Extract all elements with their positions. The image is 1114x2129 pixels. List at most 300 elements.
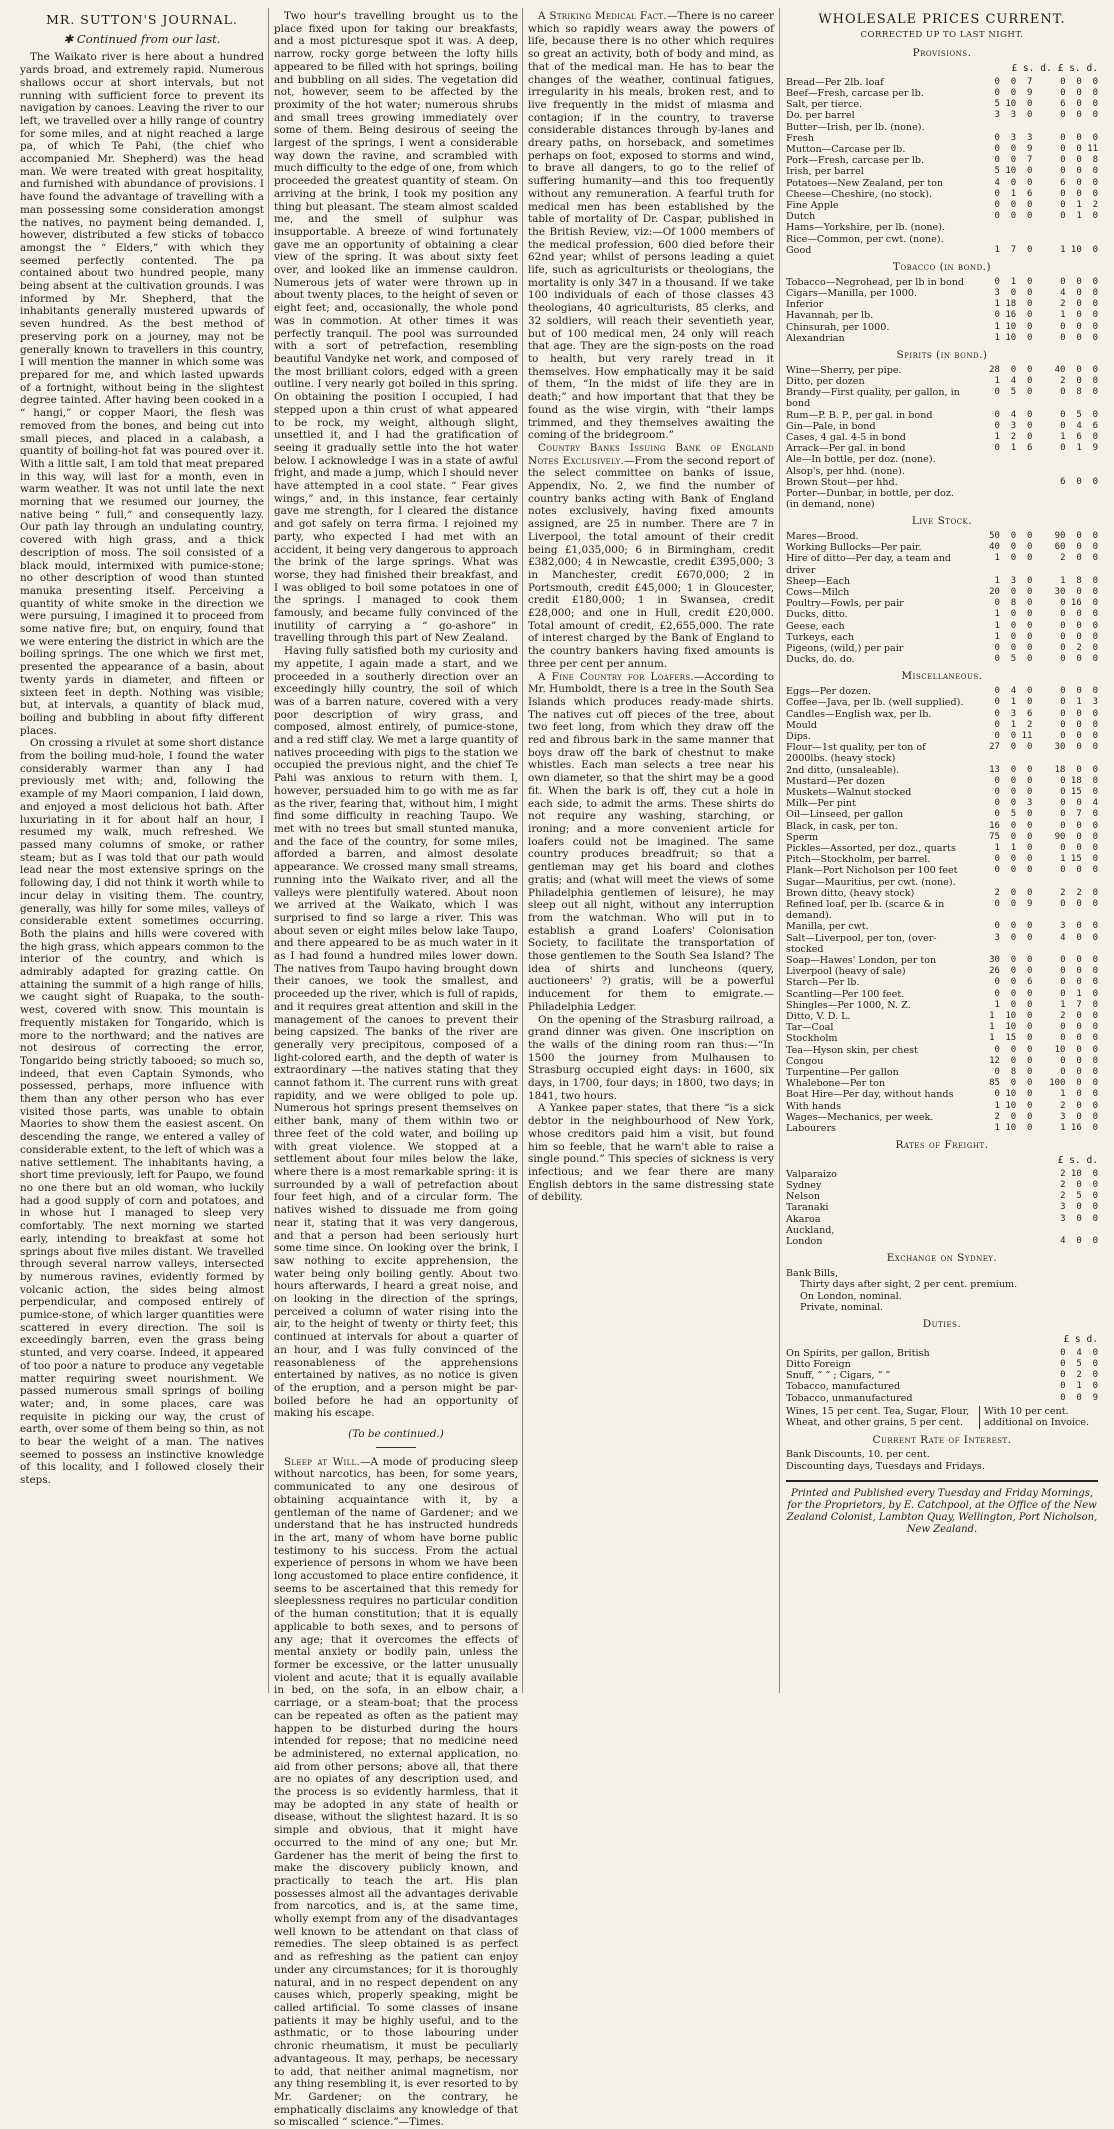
price-high: 90 0 0 [1054,831,1098,842]
journal-paragraph: Two hour's travelling brought us to the place fixed upon for taking our breakfasts, and a most picturesque spot it was. A deep, narrow, rocky gorge between the lofty hills appeared to be filled with hot springs, boiling and bubbling on all sides. The vegetation did not, however, seem to be affected by the proximity of the hot water; numerous shrubs and small trees growing immediately over some of them. Being desirous of seeing the largest of the springs, I went a considerable way down the ravine, and scrambled with much difficulty to the edge of one, from which proceeded the greatest quantity of steam. On arriving at the brink, I took my position any thing but pleasant. The steam almost scalded me, and the smell of sulphur was insupportable. A breeze of wind fortunately gave me an opportunity of obtaining a clear view of the spring. It was about sixty feet over, and looked like an immense cauldron. Numerous jets of water were thrown up in about twenty places, to the height of seven or eight feet; and, occasionally, the whole pond was in commotion. At other times it was perfectly tranquil. The pool was surrounded with a sort of petrefaction, resembling beautiful Vandyke net work, and composed of the most brilliant colors, edged with a green outline. I very nearly got boiled in this spring. On obtaining the position I occupied, I had stepped upon a thin crust of what appeared to be rock, my weight, although slight, unsettled it, and I had the gratification of seeing it gradually settle into the hot water below. I acknowledge I was in a state of awful fright, and made a jump, which I should never have attempted in a cool state. “ Fear gives wings,” and, in this instance, fear certainly gave me strength, for I cleared the distance and got safely on terra firma. I rejoined my party, who expected I had met with an accident, it being very dangerous to approach the brink of the large springs. What was worse, they had finished their breakfast, and I was obliged to boil some potatoes in one of the springs. I managed to cook them famously, and became fully convinced of the inutility of carrying a “ go-ashore” in travelling through this part of New Zealand. [274,10,518,645]
price-row [786,966,1098,977]
price-item: Sheep—Each [786,575,851,587]
price-low: 4 0 0 [994,177,1033,188]
price-row [786,99,1098,110]
price-item: Ducks, do. do. [786,654,855,666]
price-item: Liverpool (heavy of sale) [786,966,906,978]
price-high: 0 0 0 [1060,76,1098,87]
price-item: Mustard—Per dozen [786,775,885,787]
price-item: Plank—Port Nicholson per 100 feet [786,865,958,877]
rate-value: 2 5 0 [1060,1191,1098,1202]
price-row [786,542,1098,553]
price-row [786,621,1098,632]
price-low: 0 0 6 [994,977,1033,988]
price-item: Geese, each [786,620,845,632]
price-high: 0 0 0 [1060,188,1098,199]
price-high: 1 16 0 [1060,1123,1098,1134]
price-row [786,709,1098,720]
price-row [786,1123,1098,1134]
price-item: Rum—P. B. P., per gal. in bond [786,409,933,421]
price-row [786,809,1098,820]
rate-row [786,1225,1098,1236]
price-high: 0 0 8 [1060,155,1098,166]
price-high [1032,122,1098,133]
price-row [786,376,1098,387]
price-low [967,488,1033,510]
journal-paragraph: Having fully satisfied both my curiosity and my appetite, I again made a start, and we proceeded in a southerly direction over an exceedingly hilly country, the soil of which was of a barren nature, covered with a very poor description of wiry grass, and composed, almost entirely, of pumice-stone, and a red stiff clay. We met a large quantity of natives proceeding with pigs to the station we occupied the previous night, and the chief Te Pahi was anxious to return with them. I, however, persuaded him to go with me as far as the river, fearing that, without him, I might find some difficulty in reaching Taupo. We met with no trees but small stunted manuka, and the face of the country, for some miles, afforded a barren, and almost desolate appearance. We crossed many small streams, running into the Waikato river, and all the valleys were plentifully watered. About noon we arrived at the Waikato, which I was surprised to find so large a river. This was about seven or eight miles below lake Taupo, and there appeared to be as much water in it as I had found a hundred miles lower down. The natives from Taupo having brought down their canoes, we took the smallest, and proceeded up the river, which is full of rapids, and it requires great attention and skill in the management of the canoes to prevent their being capsized. The banks of the river are generally very precipitous, composed of a light-colored earth, and the depth of water is extraordinary —the natives stating that they cannot fathom it. The current runs with great rapidity, and we were obliged to pole up. Numerous hot springs present themselves on either bank, many of them within two or three feet of the cold water, and boiling up with great violence. We stopped at a settlement about four miles below the lake, where there is a most remarkable spring: it is surrounded by a wall of petrefaction about four feet high, and of a circular form. The natives wished to dissuade me from going near it, stating that it was very dangerous, and that a person had been seriously hurt some time since. On looking over the brink, I saw nothing to excite apprehension, the water being only boiling gently. About two hours afterwards, I heard a great noise, and on looking in the direction of the springs, perceived a column of water rising into the air, to the height of twenty or thirty feet; this continued at intervals for about a quarter of an hour, and I was fully convinced of the reasonableness of the apprehensions entertained by natives, as no notice is given of the eruption, and a person might be par-boiled before he had an opportunity of making his escape. [274,645,518,1420]
rate-row [786,1393,1098,1404]
price-table [786,531,1098,665]
price-row [786,1056,1098,1067]
price-row [786,387,1098,409]
price-high: 2 0 0 [1060,375,1098,386]
price-item: Alexandrian [786,332,845,344]
price-high: 0 0 0 [1060,977,1098,988]
price-low: 1 0 0 [994,553,1033,564]
rate-item: On Spirits, per gallon, British [786,1347,930,1359]
article-heading: A Fine Country for Loafers. [538,670,694,683]
price-item: Ducks, ditto. [786,609,848,621]
price-high: 0 1 2 [1060,200,1098,211]
price-item: 2nd ditto, (unsaleable). [786,764,900,776]
rate-value: 4 0 0 [1060,1235,1098,1246]
price-high: 0 0 0 [1060,88,1098,99]
price-low: 13 0 0 [989,764,1033,775]
price-item: Manilla, per cwt. [786,921,869,933]
price-row [786,654,1098,665]
rate-item: Sydney [786,1179,822,1191]
to-be-continued: (To be continued.) [348,1428,444,1441]
price-section-heading: Spirits (in bond.) [896,348,988,361]
price-row [786,1033,1098,1044]
price-high: 0 8 0 [1060,387,1098,398]
price-item: Hams—Yorkshire, per lb. (none). [786,222,946,234]
exchange-line: Private, nominal. [800,1302,884,1314]
price-low: 0 8 0 [994,1067,1033,1078]
price-item: Tar—Coal [786,1022,834,1034]
price-row [786,989,1098,1000]
price-low: 0 0 0 [994,211,1033,222]
price-row [786,921,1098,932]
price-table [786,365,1098,511]
price-row [786,466,1098,477]
duties-note [786,1406,1098,1429]
price-low: 1 10 0 [994,332,1033,343]
price-low: 26 0 0 [989,966,1033,977]
interest-line: Discounting days, Tuesdays and Fridays. [786,1460,985,1472]
price-low: 1 10 0 [994,1123,1033,1134]
price-high: 0 0 0 [1060,966,1098,977]
price-row [786,609,1098,620]
rate-item: Nelson [786,1191,821,1203]
price-item: Mutton—Carcase per lb. [786,144,906,156]
price-row [786,211,1098,222]
price-low: 0 1 6 [994,443,1033,454]
price-item: Pork—Fresh, carcase per lb. [786,155,925,167]
price-high: 0 0 0 [1060,1033,1098,1044]
price-low: 1 18 0 [994,299,1033,310]
price-high: 0 0 0 [1060,631,1098,642]
price-low: 0 0 0 [994,1044,1033,1055]
article-strasburg: On the opening of the Strasburg railroad, a grand dinner was given. One inscription on the walls of the dining room ran thus:—“In 1500 the journey from Mulhausen to Strasburg occupied eight days: in 1600, six days, in 1700, four days; in 1800, two days; in 1841, two hours. [528,1013,774,1102]
rate-value: 2 10 0 [1060,1168,1098,1179]
price-high: 0 0 0 [1060,1067,1098,1078]
price-low: 0 3 3 [994,132,1033,143]
price-high: 0 0 0 [1060,332,1098,343]
price-item: Stockholm [786,1033,838,1045]
journal-title: MR. SUTTON'S JOURNAL. [46,12,238,27]
price-item: Muskets—Walnut stocked [786,787,912,798]
price-high: 1 6 0 [1060,431,1098,442]
price-high [1032,466,1098,477]
prices-subtitle: CORRECTED UP TO LAST NIGHT. [860,29,1024,40]
price-row [786,598,1098,609]
column-3 [528,10,774,1690]
price-item: Wine—Sherry, per pipe. [786,364,902,376]
price-high: 4 0 0 [1060,932,1098,943]
price-low: 0 0 7 [994,155,1033,166]
price-high: 0 0 0 [1060,609,1098,620]
price-high: 2 0 0 [1060,1011,1098,1022]
article-text: —From the second report of the select committee on banks of issue, Appendix, No. 2, we find the number of country banks acting with Bank of England notes exclusively, having fixed amounts assigned, are 25 in number. There are 7 in Liverpool, the total amount of their credit being £1,035,000; 6 in Birmingham, credit £382,000; 4 in Newcastle, credit £395,000; 3 in Manchester, credit £670,000; 2 in Portsmouth, credit £45,000; 1 in Gloucester, credit £180,000; 1 in Swansea, credit £28,000; and one in Hull, credit £20,000. Total amount of credit, £2,655,000. The rate of interest charged by the Bank of England to the country bankers having fixed amounts is three per cent per annum. [528,454,774,670]
price-low: 0 3 0 [994,420,1033,431]
article-heading: A Striking Medical Fact. [538,10,667,22]
price-row [786,1112,1098,1123]
price-high: 100 0 0 [1049,1078,1098,1089]
article-sleep [274,1456,518,2129]
price-item: Coffee—Java, per lb. (well supplied). [786,697,964,709]
article-banks [528,442,774,671]
column-rule [779,8,780,1693]
rate-value: 0 5 0 [1060,1359,1098,1370]
price-high: 60 0 0 [1054,542,1098,553]
price-sections [786,47,1098,1134]
price-item: Soap—Hawes' London, per ton [786,955,937,967]
price-row [786,742,1098,764]
price-item: Alsop's, per hhd. (none). [786,465,905,477]
price-low: 0 1 2 [994,719,1033,730]
duties-note-right: With 10 per cent. additional on Invoice. [979,1406,1098,1429]
price-high [1032,488,1098,510]
price-low: 0 5 0 [994,809,1033,820]
rate-row [786,1236,1098,1247]
price-item: Fresh [786,132,815,144]
price-low: 1 4 0 [994,375,1033,386]
price-row [786,1067,1098,1078]
price-row [786,553,1098,575]
price-item: Good [786,244,812,256]
price-low: 1 0 0 [994,999,1033,1010]
price-high: 2 2 0 [1060,887,1098,898]
article-yankee: A Yankee paper states, that there “is a sick debtor in the neighbourhood of New York, whose creditors paid him a visit, but found him so feeble, that he warn't able to raise a single pound.” This species of sickness is very infectious; and we fear there are many English debtors in the same distressing state of debility. [528,1102,774,1204]
duties-heading: Duties. [922,1318,962,1331]
price-low: 0 0 0 [994,988,1033,999]
price-low: 20 0 0 [989,587,1033,598]
price-row [786,234,1098,245]
price-high: 1 10 0 [1060,244,1098,255]
price-row [786,222,1098,233]
price-row [786,531,1098,542]
price-item: Havannah, per lb. [786,310,874,322]
price-row [786,421,1098,432]
price-row [786,899,1098,921]
rate-item: Taranaki [786,1202,829,1214]
price-high: 0 18 0 [1060,775,1098,786]
price-high: 0 0 0 [1060,955,1098,966]
price-row [786,686,1098,697]
price-item: Tea—Hyson skin, per chest [786,1044,918,1056]
price-low: 0 16 0 [994,310,1033,321]
price-item: Brown ditto, (heavy stock) [786,887,915,899]
price-item: Tobacco—Negrohead, per lb in bond [786,276,965,288]
price-high: 0 1 3 [1060,697,1098,708]
price-low: 0 0 0 [994,643,1033,654]
price-high: 0 0 0 [1060,132,1098,143]
article-heading: Sleep at Will. [284,1455,361,1468]
price-low [967,234,1033,245]
price-low [967,122,1033,133]
price-high: 0 0 0 [1060,686,1098,697]
price-high: 0 0 0 [1060,899,1098,910]
price-low: 3 0 0 [994,932,1033,943]
price-item: Ditto, V. D. L. [786,1011,851,1023]
price-item: Salt—Liverpool, per ton, (over-stocked [786,932,937,955]
separator [376,1447,416,1448]
price-high: 18 0 0 [1054,764,1098,775]
price-low: 0 4 0 [994,686,1033,697]
price-item: Whalebone—Per ton [786,1078,886,1090]
rate-row [786,1202,1098,1213]
price-item: Turkeys, each [786,631,855,643]
price-item: Sperm [786,831,819,843]
price-table [786,77,1098,256]
rate-item: Snuff, ” ” ; Cigars, ” ” [786,1370,891,1382]
price-high: 0 0 0 [1060,730,1098,741]
price-high: 0 0 0 [1060,1022,1098,1033]
price-high: 0 0 0 [1060,321,1098,332]
price-low: 1 7 0 [994,244,1033,255]
rate-row [786,1381,1098,1392]
price-units: £ s. d. £ s. d. [1011,63,1098,75]
price-high: 30 0 0 [1054,742,1098,753]
price-high: 0 0 0 [1060,276,1098,287]
price-low: 1 1 0 [994,843,1033,854]
price-row [786,365,1098,376]
price-low: 3 3 0 [994,110,1033,121]
rate-item: Valparaizo [786,1168,837,1180]
price-row [786,643,1098,654]
price-item: Cows—Milch [786,587,850,599]
price-low: 0 0 0 [994,921,1033,932]
price-low: 1 0 0 [994,609,1033,620]
rate-row [786,1359,1098,1370]
price-row [786,832,1098,843]
price-item: Gin—Pale, in bond [786,420,876,432]
rate-item: Tobacco, manufactured [786,1381,901,1393]
price-low: 0 5 0 [994,387,1033,398]
price-row [786,877,1098,888]
price-low: 0 0 9 [994,144,1033,155]
price-low [967,877,1033,888]
price-low: 1 10 0 [994,321,1033,332]
price-row [786,1045,1098,1056]
price-high: 1 7 0 [1060,999,1098,1010]
price-low: 1 0 0 [994,620,1033,631]
price-item: Starch—Per lb. [786,977,860,989]
interest-line: Bank Discounts, 10. per cent. [786,1449,930,1461]
price-low: 28 0 0 [989,364,1033,375]
exchange-line: Bank Bills, [786,1267,839,1279]
price-low: 1 10 0 [994,1100,1033,1111]
price-item: Brandy—First quality, per gallon, in bond [786,387,960,410]
column-1 [20,10,264,1690]
price-low: 2 0 0 [994,887,1033,898]
price-item: Potatoes—New Zealand, per ton [786,177,944,189]
price-high: 0 0 0 [1060,865,1098,876]
price-high [1032,222,1098,233]
price-item: Dutch [786,211,816,223]
price-low: 0 0 0 [994,775,1033,786]
rate-item: Auckland, [786,1224,835,1236]
rate-item: Akaroa [786,1213,821,1225]
price-item: Eggs—Per dozen. [786,686,872,698]
price-row [786,288,1098,299]
column-rule [522,8,523,1693]
price-low: 0 0 9 [994,88,1033,99]
price-section-heading: Provisions. [912,47,972,60]
price-item: Salt, per tierce. [786,99,863,111]
price-section-heading: Miscellaneous. [901,670,983,683]
price-high: 0 0 11 [1060,144,1098,155]
price-low: 1 3 0 [994,575,1033,586]
price-row [786,1078,1098,1089]
price-row [786,1011,1098,1022]
price-table [786,277,1098,344]
price-high: 1 15 0 [1060,854,1098,865]
rate-row [786,1370,1098,1381]
price-high: 0 0 0 [1060,166,1098,177]
price-item: Flour—1st quality, per ton of 2000lbs. (heavy stock) [786,742,926,765]
price-item: Bread—Per 2lb. loaf [786,76,884,88]
price-high: 3 0 0 [1060,1111,1098,1122]
price-low: 85 0 0 [989,1078,1033,1089]
price-low: 0 3 6 [994,708,1033,719]
journal-paragraph: On crossing a rivulet at some short distance from the boiling mud-hole, I found the water considerably warmer than any I had previously met with; and, following the example of my Maori companion, I laid down, and enjoyed a most delicious hot bath. After luxuriating in it for about half an hour, I resumed my walk, much refreshed. We passed many columns of smoke, or rather steam; but as I was told that our path would lead near the most extensive springs on the following day, I did not think it worth while to incur delay in visiting them. The country, generally, was hilly for some miles, valleys of considerable extent sometimes occurring. Both the plains and hills were covered with the high grass, which appears common to the interior of the country, and which is admirably adapted for grazing cattle. On attaining the summit of a high range of hills, we caught sight of Ruapaka, to the south-west, covered with snow. This mountain is frequently mistaken for Tongarido, which is more to the northward; and the natives are not desirous of correcting the error, Tongarido being strictly tabooed; so much so, indeed, that even Captain Symonds, who possessed, perhaps, more influence with them than any other person who has ever visited those parts, was unable to obtain Maories to show them the easiest ascent. On descending the range, we entered a valley of considerable extent, to the left of which was a native settlement. The inhabitants having, a short time previously, left for Paupo, we found no one there but an old woman, who luckily had a good supply of corn and potatoes, and in whose hut I managed to sleep very comfortably. The next morning we started early, intending to breakfast at some hot springs about five miles distant. We travelled through several narrow valleys, intersected by numerous ravines, evidently formed by volcanic action, the sides being almost perpendicular, and composed entirely of pumice-stone, of which larger quantities were scattered in every direction. The soil is exceedingly barren, even the grass being stunted, and very coarse. Indeed, it appeared of too poor a nature to produce any vegetable matter requiring sweet nourishment. We passed numerous small springs of boiling water; and, in some places, care was requisite in picking our way, the crust of earth, over some of them being so thin, as not to bear the weight of a man. The natives seemed to possess an instinctive knowledge of this locality, and I followed closely their steps. [20,737,264,1487]
price-item: Refined loaf, per lb. (scarce & in demand). [786,899,945,922]
price-low: 50 0 0 [989,531,1033,542]
price-row [786,110,1098,121]
duties-units: £ s d. [1063,1334,1098,1346]
price-row [786,443,1098,454]
price-low: 0 1 0 [994,276,1033,287]
price-low: 0 0 7 [994,76,1033,87]
prices-title: WHOLESALE PRICES CURRENT. [818,12,1066,27]
price-low: 0 0 0 [994,865,1033,876]
price-row [786,787,1098,798]
price-item: Pickles—Assorted, per doz., quarts [786,843,956,855]
rate-row [786,1348,1098,1359]
price-section-heading: Live Stock. [911,515,973,528]
duties-note-left: Wines, 15 per cent. Tea, Sugar, Flour, Wheat, and other grains, 5 per cent. [786,1405,970,1429]
price-row [786,245,1098,256]
price-low: 0 0 9 [994,899,1033,910]
price-low: 0 5 0 [994,654,1033,665]
price-low [967,454,1033,465]
rate-value: 0 1 0 [1060,1381,1098,1392]
price-row [786,166,1098,177]
price-row [786,77,1098,88]
price-row [786,888,1098,899]
price-row [786,1089,1098,1100]
price-high: 0 7 0 [1060,809,1098,820]
exchange-line: On London, nominal. [800,1290,902,1302]
article-text: —There is no career which so rapidly wears away the powers of life, because there is no other which requires so great an activity, both of body and mind, as that of the medical man. He has to bear the changes of the weather, continual fatigues, irregularity in his meals, broken rest, and to live frequently in the midst of miasma and contagion; if in the country, to traverse considerable distances through by-lanes and dreary paths, on horseback, and sometimes perhaps on foot, exposed to storms and wind, to brave all dangers, to go to the relief of suffering humanity—and this too frequently without any remuneration. A fearful truth for medical men has been established by the table of mortality of Dr. Caspar, published in the British Review, viz:—Of 1000 members of the medical profession, 600 died before their 62nd year; whilst of persons leading a quiet life, such as agriculturists or theologians, the mortality is only 347 in a thousand. If we take 100 individuals of each of those classes 43 theologians, 40 agriculturists, 85 clerks, and 32 soldiers, will reach their seventieth year, but of 100 medical men, 24 only will reach that age. They are the sign-posts on the road to health, but very rarely tread in it themselves. How emphatically may it be said of them, “In the midst of life they are in death;” and how important that that they be found as the wise virgin, with “their lamps trimmed, and they themselves awaiting the coming of the bridegroom.” [528,10,774,442]
price-item: Oil—Linseed, per gallon [786,809,904,821]
price-high: 10 0 0 [1054,1044,1098,1055]
price-item: Cases, 4 gal. 4-5 in bond [786,431,906,443]
price-row [786,488,1098,510]
price-row [786,1101,1098,1112]
rate-item: London [786,1235,823,1247]
price-row [786,299,1098,310]
price-item: Wages—Mechanics, per week. [786,1111,934,1123]
article-text: —According to Mr. Humboldt, there is a tree in the South Sea Islands which produces ready-made shirts. The natives cut off pieces of the tree, about two feet long, from which they draw off the red and fibrous bark in the same manner that boys draw off the bark of chestnut to make whistles. Each man selects a tree near his own diameter, so that the shirt may be a good fit. When the bark is off, they cut a hole in each side, to admit the arms. These shirts do not require any washing, starching, or ironing; and a more convenient article for loafers could not be imagined. The same country produces breadfruit; so that a gentleman may get his board and clothes gratis; and (what will meet the views of some Philadelphia gentlemen of leisure), he may sleep out all night, without any interruption from the watchman. Who will put in to establish a grand Loafers' Colonisation Society, to facilitate the transportation of those gentlemen to the South Sea Island? The idea of shirts and luncheons (query, auctioneers' ?) gratis, will be a powerful inducement for them to emigrate.—Philadelphia Ledger. [528,670,775,1013]
price-low: 1 2 0 [994,431,1033,442]
rate-value: 3 0 0 [1060,1202,1098,1213]
price-high: 0 0 0 [1060,654,1098,665]
price-row [786,322,1098,333]
rate-value: 0 4 0 [1060,1347,1098,1358]
price-row [786,720,1098,731]
price-low: 0 4 0 [994,409,1033,420]
price-high: 0 2 0 [1060,643,1098,654]
price-high: 0 0 0 [1060,708,1098,719]
price-high: 6 0 0 [1060,476,1098,487]
rate-row [786,1214,1098,1225]
price-item: Labourers [786,1123,836,1135]
price-item: Rice—Common, per cwt. (none). [786,233,944,245]
price-row [786,798,1098,809]
price-section-heading: Tobacco (in bond.) [892,261,992,274]
price-high: 2 0 0 [1060,1100,1098,1111]
price-row [786,587,1098,598]
price-item: Poultry—Fowls, per pair [786,598,904,610]
price-row [786,933,1098,955]
price-low: 1 10 0 [989,1011,1033,1022]
price-row [786,776,1098,787]
price-high: 0 1 0 [1060,211,1098,222]
price-row [786,144,1098,155]
price-item: Beef—Fresh, carcase per lb. [786,88,924,100]
price-item: Porter—Dunbar, in bottle, per doz. (in demand, none) [786,487,954,511]
price-low: 0 8 0 [994,598,1033,609]
price-high: 0 0 0 [1060,1055,1098,1066]
price-low: 16 0 0 [989,820,1033,831]
price-row [786,977,1098,988]
price-item: Congou [786,1055,824,1067]
rate-value: 2 0 0 [1060,1179,1098,1190]
price-row [786,122,1098,133]
price-item: Brown Stout—per hhd. [786,476,898,488]
price-row [786,277,1098,288]
price-item: Hire of ditto—Per day, a team and driver [786,553,952,576]
freight-units: £ s. d. [1057,1155,1098,1166]
price-low: 1 10 0 [989,1022,1033,1033]
price-item: Candles—English wax, per lb. [786,708,932,720]
price-high: 4 0 0 [1060,287,1098,298]
price-high: 0 0 0 [1060,110,1098,121]
price-item: Arrack—Per gal. in bond [786,443,906,455]
